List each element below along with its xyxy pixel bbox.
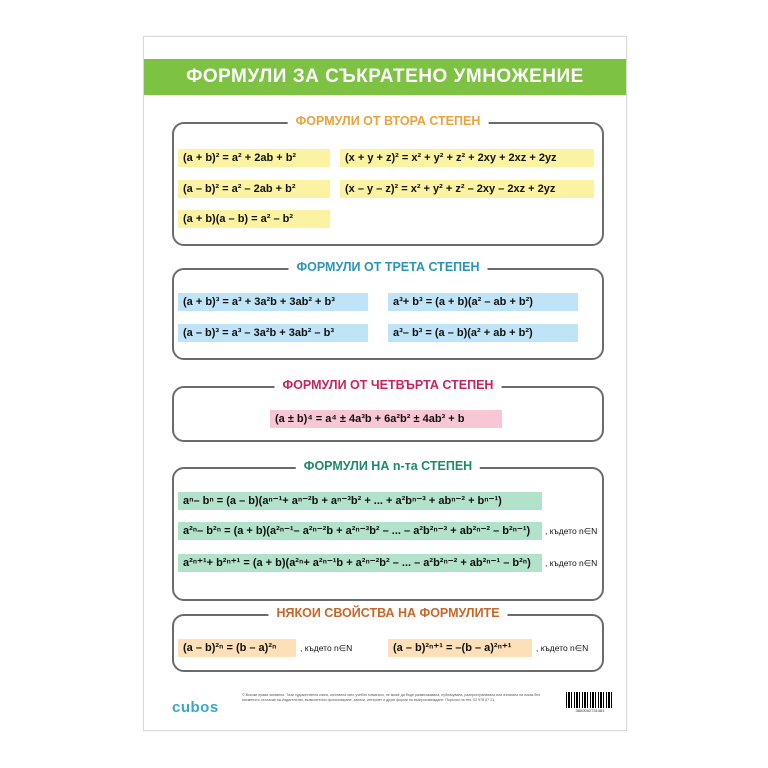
note-n-natural: , където n∈N <box>545 558 598 568</box>
note-n-natural: , където n∈N <box>300 643 353 653</box>
formula-trinomial-square-diff: (x – y – z)² = x² + y² + z² – 2xy – 2xz + 2yz <box>340 180 594 198</box>
formula-nth-diff: aⁿ– bⁿ = (a – b)(aⁿ⁻¹+ aⁿ⁻²b + aⁿ⁻³b² + ... + a²bⁿ⁻³ + abⁿ⁻² + bⁿ⁻¹) <box>178 492 542 510</box>
formula-square-diff: (a – b)² = a² – 2ab + b² <box>178 180 330 198</box>
section-title-fourth: ФОРМУЛИ ОТ ЧЕТВЪРТА СТЕПЕН <box>275 378 502 392</box>
section-title-third: ФОРМУЛИ ОТ ТРЕТА СТЕПЕН <box>288 260 487 274</box>
section-title-properties: НЯКОИ СВОЙСТВА НА ФОРМУЛИТЕ <box>268 606 507 620</box>
note-n-natural: , където n∈N <box>545 526 598 536</box>
formula-2n-diff: a²ⁿ– b²ⁿ = (a + b)(a²ⁿ⁻¹– a²ⁿ⁻²b + a²ⁿ⁻³b² – ... – a²b²ⁿ⁻³ + ab²ⁿ⁻² – b²ⁿ⁻¹) <box>178 522 542 540</box>
page-title: ФОРМУЛИ ЗА СЪКРАТЕНО УМНОЖЕНИЕ <box>144 59 626 95</box>
barcode <box>566 692 614 714</box>
formula-fourth-power: (a ± b)⁴ = a⁴ ± 4a³b + 6a²b² ± 4ab³ + b <box>270 410 502 428</box>
formula-2n1-sum: a²ⁿ⁺¹+ b²ⁿ⁺¹ = (a + b)(a²ⁿ+ a²ⁿ⁻¹b + a²ⁿ⁻²b² – ... – a²b²ⁿ⁻² + ab²ⁿ⁻¹ – b²ⁿ) <box>178 554 542 572</box>
logo-text: cubos <box>172 699 219 716</box>
section-title-nth: ФОРМУЛИ НА n-та СТЕПЕН <box>296 459 480 473</box>
section-second-degree <box>172 114 604 246</box>
formula-cube-sum: (a + b)³ = a³ + 3a²b + 3ab² + b³ <box>178 293 368 311</box>
formula-diff-cubes: a³– b³ = (a – b)(a² + ab + b²) <box>388 324 578 342</box>
barcode-bars <box>566 692 614 708</box>
formula-trinomial-square-sum: (x + y + z)² = x² + y² + z² + 2xy + 2xz + 2yz <box>340 149 594 167</box>
copyright-text: © Всички права запазени. Тази художествена книга, изготвена като учебно помагало, не може да бъде размножавана, публикувана, разпространявана или излагана на показ без писменото съгласие на Издателство, включително фотокопиране, записи, интернет и други форми на възпроизвеждане. Поръчки на тел. 02 978 67 21. <box>242 693 540 702</box>
formula-odd-power-antisymmetry: (a – b)²ⁿ⁺¹ = –(b – a)²ⁿ⁺¹ <box>388 639 532 657</box>
formula-even-power-symmetry: (a – b)²ⁿ = (b – a)²ⁿ <box>178 639 296 657</box>
section-fourth-degree <box>172 378 604 442</box>
section-title-second: ФОРМУЛИ ОТ ВТОРА СТЕПЕН <box>288 114 489 128</box>
barcode-number: 3800052731481 <box>575 708 605 713</box>
note-n-natural: , където n∈N <box>536 643 589 653</box>
formula-cube-diff: (a – b)³ = a³ – 3a²b + 3ab² – b³ <box>178 324 368 342</box>
formula-diff-squares: (a + b)(a – b) = a² – b² <box>178 210 330 228</box>
formula-square-sum: (a + b)² = a² + 2ab + b² <box>178 149 330 167</box>
section-properties <box>172 606 604 672</box>
cubos-logo <box>172 699 219 716</box>
formula-sum-cubes: a³+ b³ = (a + b)(a² – ab + b²) <box>388 293 578 311</box>
section-nth-degree <box>172 459 604 601</box>
section-third-degree <box>172 260 604 360</box>
poster <box>143 36 627 731</box>
